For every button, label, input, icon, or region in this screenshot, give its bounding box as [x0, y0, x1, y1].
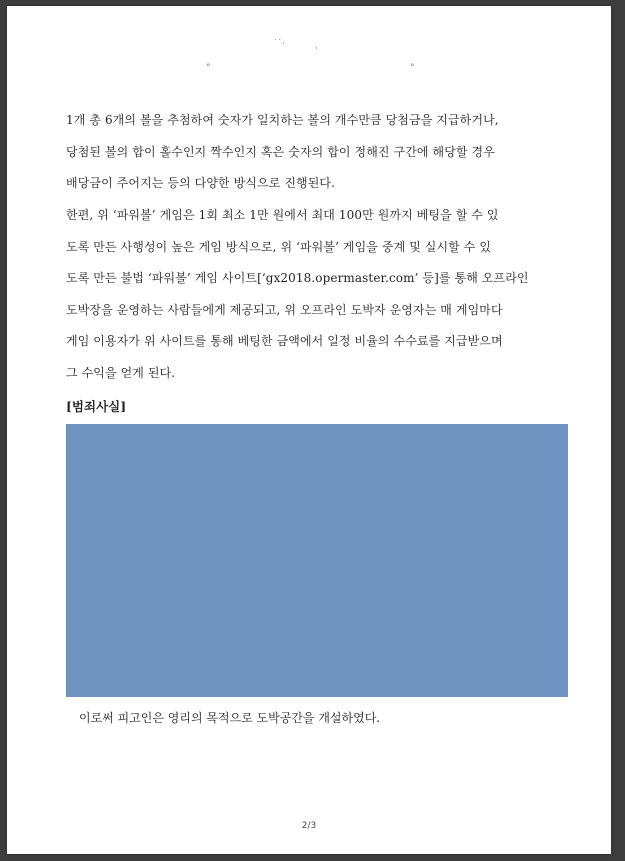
page-number: 2/3: [301, 821, 317, 831]
paragraph-line: 그 수익을 얻게 된다.: [66, 365, 176, 380]
paragraph-line: 당첨된 볼의 합이 홀수인지 짝수인지 혹은 숫자의 합이 정해진 구간에 해당할 경우: [66, 144, 495, 159]
paragraph-line: 배당금이 주어지는 등의 다양한 방식으로 진행된다.: [66, 176, 336, 190]
section-heading: [범죄사실]: [66, 399, 127, 414]
paragraph-2: [66, 200, 566, 389]
header-stray-mark: ˙˙·: [273, 39, 285, 49]
paragraph-line: 1개 총 6개의 볼을 추첨하여 숫자가 일치하는 볼의 개수만큼 당첨금을 지급하거나,: [66, 113, 499, 127]
paragraph-1: [66, 105, 566, 200]
paragraph-line: 도록 만든 불법 ‘파워볼’ 게임 사이트[‘gx2018.opermaster.com’ 등]를 통해 오프라인: [66, 271, 529, 285]
closing-sentence: 이로써 피고인은 영리의 목적으로 도박공간을 개설하였다.: [79, 711, 381, 725]
header-stray-mark: °: [410, 63, 415, 73]
paragraph-line: 게임 이용자가 위 사이트를 통해 베팅한 금액에서 일정 비율의 수수료를 지급받으며: [66, 334, 503, 348]
paragraph-line: 도록 만든 사행성이 높은 게임 방식으로, 위 ‘파워볼’ 게임을 중계 및 실시할 수 있: [66, 239, 492, 254]
paragraph-line: 도박장을 운영하는 사람들에게 제공되고, 위 오프라인 도박자 운영자는 매 게임마다: [66, 302, 503, 317]
redaction-block: [66, 424, 568, 697]
document-page: [7, 6, 611, 854]
paragraph-line: 한편, 위 ‘파워볼’ 게임은 1회 최소 1만 원에서 최대 100만 원까지 베팅을 할 수 있: [66, 208, 499, 222]
header-stray-mark: ·: [315, 44, 318, 54]
header-stray-mark: °: [206, 63, 211, 73]
